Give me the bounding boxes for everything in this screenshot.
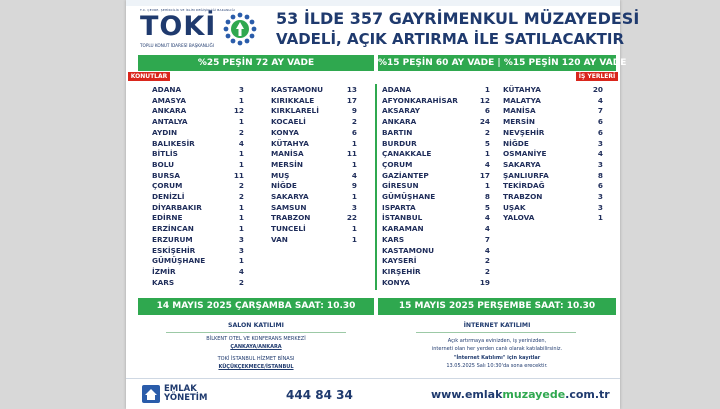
list-item [382, 224, 492, 234]
list-item [382, 246, 492, 256]
property-count: 11 [346, 149, 357, 159]
list-item [271, 181, 357, 191]
property-count: 12 [479, 95, 490, 105]
property-count: 1 [351, 234, 357, 244]
list-item [382, 149, 492, 159]
property-count: 12 [233, 106, 244, 116]
property-count: 8 [597, 170, 603, 180]
province-name: BİTLİS [152, 149, 178, 159]
property-count: 1 [351, 159, 357, 169]
province-name: ÇANAKKALE [382, 149, 432, 159]
province-name: BALIKESİR [152, 138, 195, 148]
list-item [382, 278, 492, 288]
list-item [271, 117, 357, 127]
property-count: 1 [238, 202, 244, 212]
list-item [382, 128, 492, 138]
province-name: MANİSA [271, 149, 304, 159]
list-item [152, 256, 244, 266]
list-item [503, 171, 603, 181]
property-count: 9 [351, 106, 357, 116]
list-item [152, 278, 244, 288]
province-name: İSTANBUL [382, 213, 423, 223]
province-name: KÜTAHYA [271, 138, 309, 148]
province-name: MALATYA [503, 95, 541, 105]
emlak-brand [164, 385, 207, 403]
internet-note-1: Açık artırmaya evinizden, iş yerinizden, [447, 338, 547, 344]
property-count: 1 [597, 213, 603, 223]
toki-logo-subtitle: TOPLU KONUT İDARESİ BAŞKANLIĞI [140, 43, 214, 48]
property-count: 6 [597, 117, 603, 127]
ministry-caption: T.C. ÇEVRE, ŞEHİRCİLİK VE İKLİM DEĞİŞİKLİĞİ BAKANLIĞI [140, 8, 236, 12]
internet-participation-title: İNTERNET KATILIMI [463, 322, 531, 329]
property-count: 1 [351, 224, 357, 234]
internet-note-4: 13.05.2025 Salı 10:30'da sona erecektir. [446, 363, 548, 369]
property-count: 20 [592, 85, 603, 94]
list-item [503, 181, 603, 191]
province-name: KARS [382, 234, 405, 244]
province-name: ANKARA [382, 117, 417, 127]
list-item [382, 160, 492, 170]
province-name: ADANA [152, 85, 182, 94]
province-name: BURDUR [382, 138, 417, 148]
list-item [503, 117, 603, 127]
list-item [152, 192, 244, 202]
property-count: 3 [238, 234, 244, 244]
property-count: 4 [484, 245, 490, 255]
property-count: 1 [238, 256, 244, 266]
list-item [271, 128, 357, 138]
property-count: 8 [484, 192, 490, 201]
list-item [503, 160, 603, 170]
property-count: 2 [238, 192, 244, 201]
list-item [152, 106, 244, 116]
property-count: 7 [484, 234, 490, 244]
list-item [271, 224, 357, 234]
province-name: VAN [271, 234, 288, 244]
province-name: KONYA [382, 277, 410, 287]
province-name: NİĞDE [271, 181, 297, 191]
emlak-house-icon [142, 385, 160, 403]
property-count: 17 [346, 95, 357, 105]
property-count: 3 [351, 202, 357, 212]
emlak-brand-line2: YÖNETİM [164, 393, 208, 403]
web-suffix: .com.tr [565, 388, 610, 401]
list-item [503, 85, 603, 95]
province-name: KONYA [271, 127, 299, 137]
left-rule [166, 332, 346, 333]
property-count: 3 [597, 192, 603, 201]
property-count: 3 [238, 245, 244, 255]
property-count: 13 [346, 85, 357, 94]
province-name: ISPARTA [382, 202, 416, 212]
province-name: TEKİRDAĞ [503, 181, 545, 191]
province-name: MERSİN [503, 117, 535, 127]
province-name: ADANA [382, 85, 412, 94]
province-name: BARTIN [382, 127, 413, 137]
property-count: 6 [351, 127, 357, 137]
property-count: 1 [238, 149, 244, 159]
right-rule [416, 332, 576, 333]
property-count: 1 [238, 117, 244, 127]
property-count: 3 [597, 159, 603, 169]
property-count: 4 [484, 159, 490, 169]
list-item [382, 192, 492, 202]
province-name: DENİZLİ [152, 192, 185, 201]
list-item [503, 96, 603, 106]
province-name: KIRKLARELİ [271, 106, 319, 116]
province-name: ERZİNCAN [152, 224, 194, 234]
province-name: KAYSERİ [382, 256, 417, 266]
internet-note-2: interneti olan her yerden canlı olarak katılabilirsiniz. [431, 346, 563, 352]
list-item [271, 235, 357, 245]
subheadline: VADELİ, AÇIK ARTIRMA İLE SATILACAKTIR [276, 30, 625, 48]
province-name: SAMSUN [271, 202, 307, 212]
footer-rule [126, 378, 620, 379]
province-name: ÇORUM [152, 181, 183, 191]
headline: 53 İLDE 357 GAYRİMENKUL MÜZAYEDESİ [276, 9, 640, 28]
province-name: BOLU [152, 159, 175, 169]
province-name: AFYONKARAHİSAR [382, 95, 458, 105]
province-name: ERZURUM [152, 234, 193, 244]
province-name: GÜMÜŞHANE [382, 192, 436, 201]
property-count: 1 [351, 138, 357, 148]
auction-poster [126, 0, 640, 409]
province-name: GİRESUN [382, 181, 419, 191]
property-count: 2 [238, 277, 244, 287]
venue1-name: BİLKENT OTEL VE KONFERANS MERKEZİ [206, 336, 306, 342]
province-name: KARS [152, 277, 175, 287]
list-item [271, 96, 357, 106]
property-count: 6 [597, 181, 603, 191]
province-name: ÇORUM [382, 159, 413, 169]
province-name: TUNCELİ [271, 224, 306, 234]
property-count: 11 [233, 170, 244, 180]
list-item [503, 128, 603, 138]
property-count: 2 [238, 127, 244, 137]
property-count: 9 [351, 181, 357, 191]
province-name: GÜMÜŞHANE [152, 256, 206, 266]
list-item [382, 171, 492, 181]
property-count: 19 [479, 277, 490, 287]
province-name: ESKİŞEHİR [152, 245, 196, 255]
province-name: MUŞ [271, 170, 290, 180]
province-name: MERSİN [271, 159, 303, 169]
toki-emblem-icon [222, 11, 258, 47]
list-item [382, 139, 492, 149]
province-name: ANKARA [152, 106, 187, 116]
top-strip [126, 0, 620, 6]
venue2-location: KÜÇÜKÇEKMECE/İSTANBUL [218, 364, 294, 370]
list-item [271, 85, 357, 95]
left-auction-date: 14 MAYIS 2025 ÇARŞAMBA SAAT: 10.30 [138, 298, 374, 315]
list-item [152, 85, 244, 95]
list-item [382, 203, 492, 213]
list-item [382, 106, 492, 116]
list-item [382, 96, 492, 106]
province-name: BURSA [152, 170, 181, 180]
province-name: ANTALYA [152, 117, 188, 127]
property-count: 1 [351, 192, 357, 201]
property-count: 5 [484, 202, 490, 212]
province-name: KIRIKKALE [271, 95, 315, 105]
province-name: UŞAK [503, 202, 526, 212]
province-name: AMASYA [152, 95, 187, 105]
list-item [382, 256, 492, 266]
province-name: SAKARYA [271, 192, 309, 201]
property-count: 1 [484, 181, 490, 191]
list-item [382, 267, 492, 277]
property-count: 4 [238, 266, 244, 276]
province-name: ŞANLIURFA [503, 170, 549, 180]
province-name: MANİSA [503, 106, 536, 116]
list-item [152, 128, 244, 138]
property-count: 1 [238, 159, 244, 169]
province-name: GAZİANTEP [382, 170, 429, 180]
internet-note-3: "İnternet Katılımı" için kayıtlar [453, 355, 541, 361]
property-count: 3 [597, 202, 603, 212]
province-name: TRABZON [503, 192, 543, 201]
salon-participation-title: SALON KATILIMI [228, 322, 284, 329]
phone-number: 444 84 34 [286, 388, 353, 402]
province-name: AKSARAY [382, 106, 421, 116]
list-item [152, 235, 244, 245]
web-prefix: www.emlak [431, 388, 503, 401]
list-item [152, 224, 244, 234]
list-item [152, 96, 244, 106]
list-item [382, 181, 492, 191]
property-count: 7 [597, 106, 603, 116]
list-item [271, 213, 357, 223]
property-count: 4 [484, 224, 490, 234]
property-count: 2 [484, 127, 490, 137]
list-item [152, 160, 244, 170]
list-item [382, 85, 492, 95]
web-accent: muzayede [502, 388, 566, 401]
province-name: EDİRNE [152, 213, 183, 223]
toki-logo-text: TOKİ [140, 11, 217, 42]
housing-tag: KONUTLAR [128, 72, 170, 81]
emlak-brand-line1: EMLAK [164, 384, 197, 394]
property-count: 5 [484, 138, 490, 148]
property-count: 2 [351, 117, 357, 127]
right-terms-bar: %15 PEŞİN 60 AY VADE | %15 PEŞİN 120 AY VADE [378, 55, 616, 71]
list-item [271, 171, 357, 181]
property-count: 24 [479, 117, 490, 127]
province-name: SAKARYA [503, 159, 541, 169]
province-name: TRABZON [271, 213, 311, 223]
province-name: AYDIN [152, 127, 178, 137]
province-name: NİĞDE [503, 138, 529, 148]
province-name: KÜTAHYA [503, 85, 541, 94]
property-count: 1 [238, 213, 244, 223]
province-name: KOCAELİ [271, 117, 306, 127]
property-count: 4 [597, 95, 603, 105]
list-item [152, 267, 244, 277]
property-count: 6 [597, 127, 603, 137]
province-name: YALOVA [503, 213, 535, 223]
province-name: NEVŞEHİR [503, 127, 545, 137]
list-item [503, 106, 603, 116]
province-name: DİYARBAKIR [152, 202, 202, 212]
property-count: 2 [484, 256, 490, 266]
property-count: 2 [484, 266, 490, 276]
property-count: 4 [484, 213, 490, 223]
list-item [271, 139, 357, 149]
property-count: 1 [484, 85, 490, 94]
list-item [271, 149, 357, 159]
list-item [152, 181, 244, 191]
list-item [152, 139, 244, 149]
right-auction-date: 15 MAYIS 2025 PERŞEMBE SAAT: 10.30 [378, 298, 616, 315]
list-item [382, 117, 492, 127]
property-count: 17 [479, 170, 490, 180]
property-count: 1 [238, 224, 244, 234]
venue1-location: ÇANKAYA/ANKARA [230, 344, 282, 350]
list-item [382, 235, 492, 245]
property-count: 1 [238, 95, 244, 105]
property-count: 2 [238, 181, 244, 191]
list-item [503, 139, 603, 149]
list-item [271, 160, 357, 170]
list-item [271, 203, 357, 213]
website-link[interactable] [431, 388, 610, 401]
list-item [503, 192, 603, 202]
property-count: 3 [597, 138, 603, 148]
province-name: KASTAMONU [271, 85, 324, 94]
list-item [503, 203, 603, 213]
province-name: OSMANİYE [503, 149, 547, 159]
list-item [503, 149, 603, 159]
property-count: 6 [484, 106, 490, 116]
list-item [152, 213, 244, 223]
province-name: KASTAMONU [382, 245, 435, 255]
list-item [271, 192, 357, 202]
property-count: 4 [597, 149, 603, 159]
list-item [152, 117, 244, 127]
property-count: 3 [238, 85, 244, 94]
list-item [152, 171, 244, 181]
list-item [152, 203, 244, 213]
property-count: 4 [238, 138, 244, 148]
list-item [503, 213, 603, 223]
province-name: KARAMAN [382, 224, 424, 234]
workplace-tag: İŞ YERLERİ [576, 72, 618, 81]
list-item [382, 213, 492, 223]
venue2-name: TOKİ İSTANBUL HİZMET BİNASI [217, 356, 295, 362]
center-divider [375, 84, 377, 290]
province-name: KIRŞEHİR [382, 266, 421, 276]
list-item [271, 106, 357, 116]
property-count: 1 [484, 149, 490, 159]
property-count: 4 [351, 170, 357, 180]
list-item [152, 149, 244, 159]
province-name: İZMİR [152, 266, 176, 276]
list-item [152, 246, 244, 256]
property-count: 22 [346, 213, 357, 223]
left-terms-bar: %25 PEŞİN 72 AY VADE [138, 55, 374, 71]
